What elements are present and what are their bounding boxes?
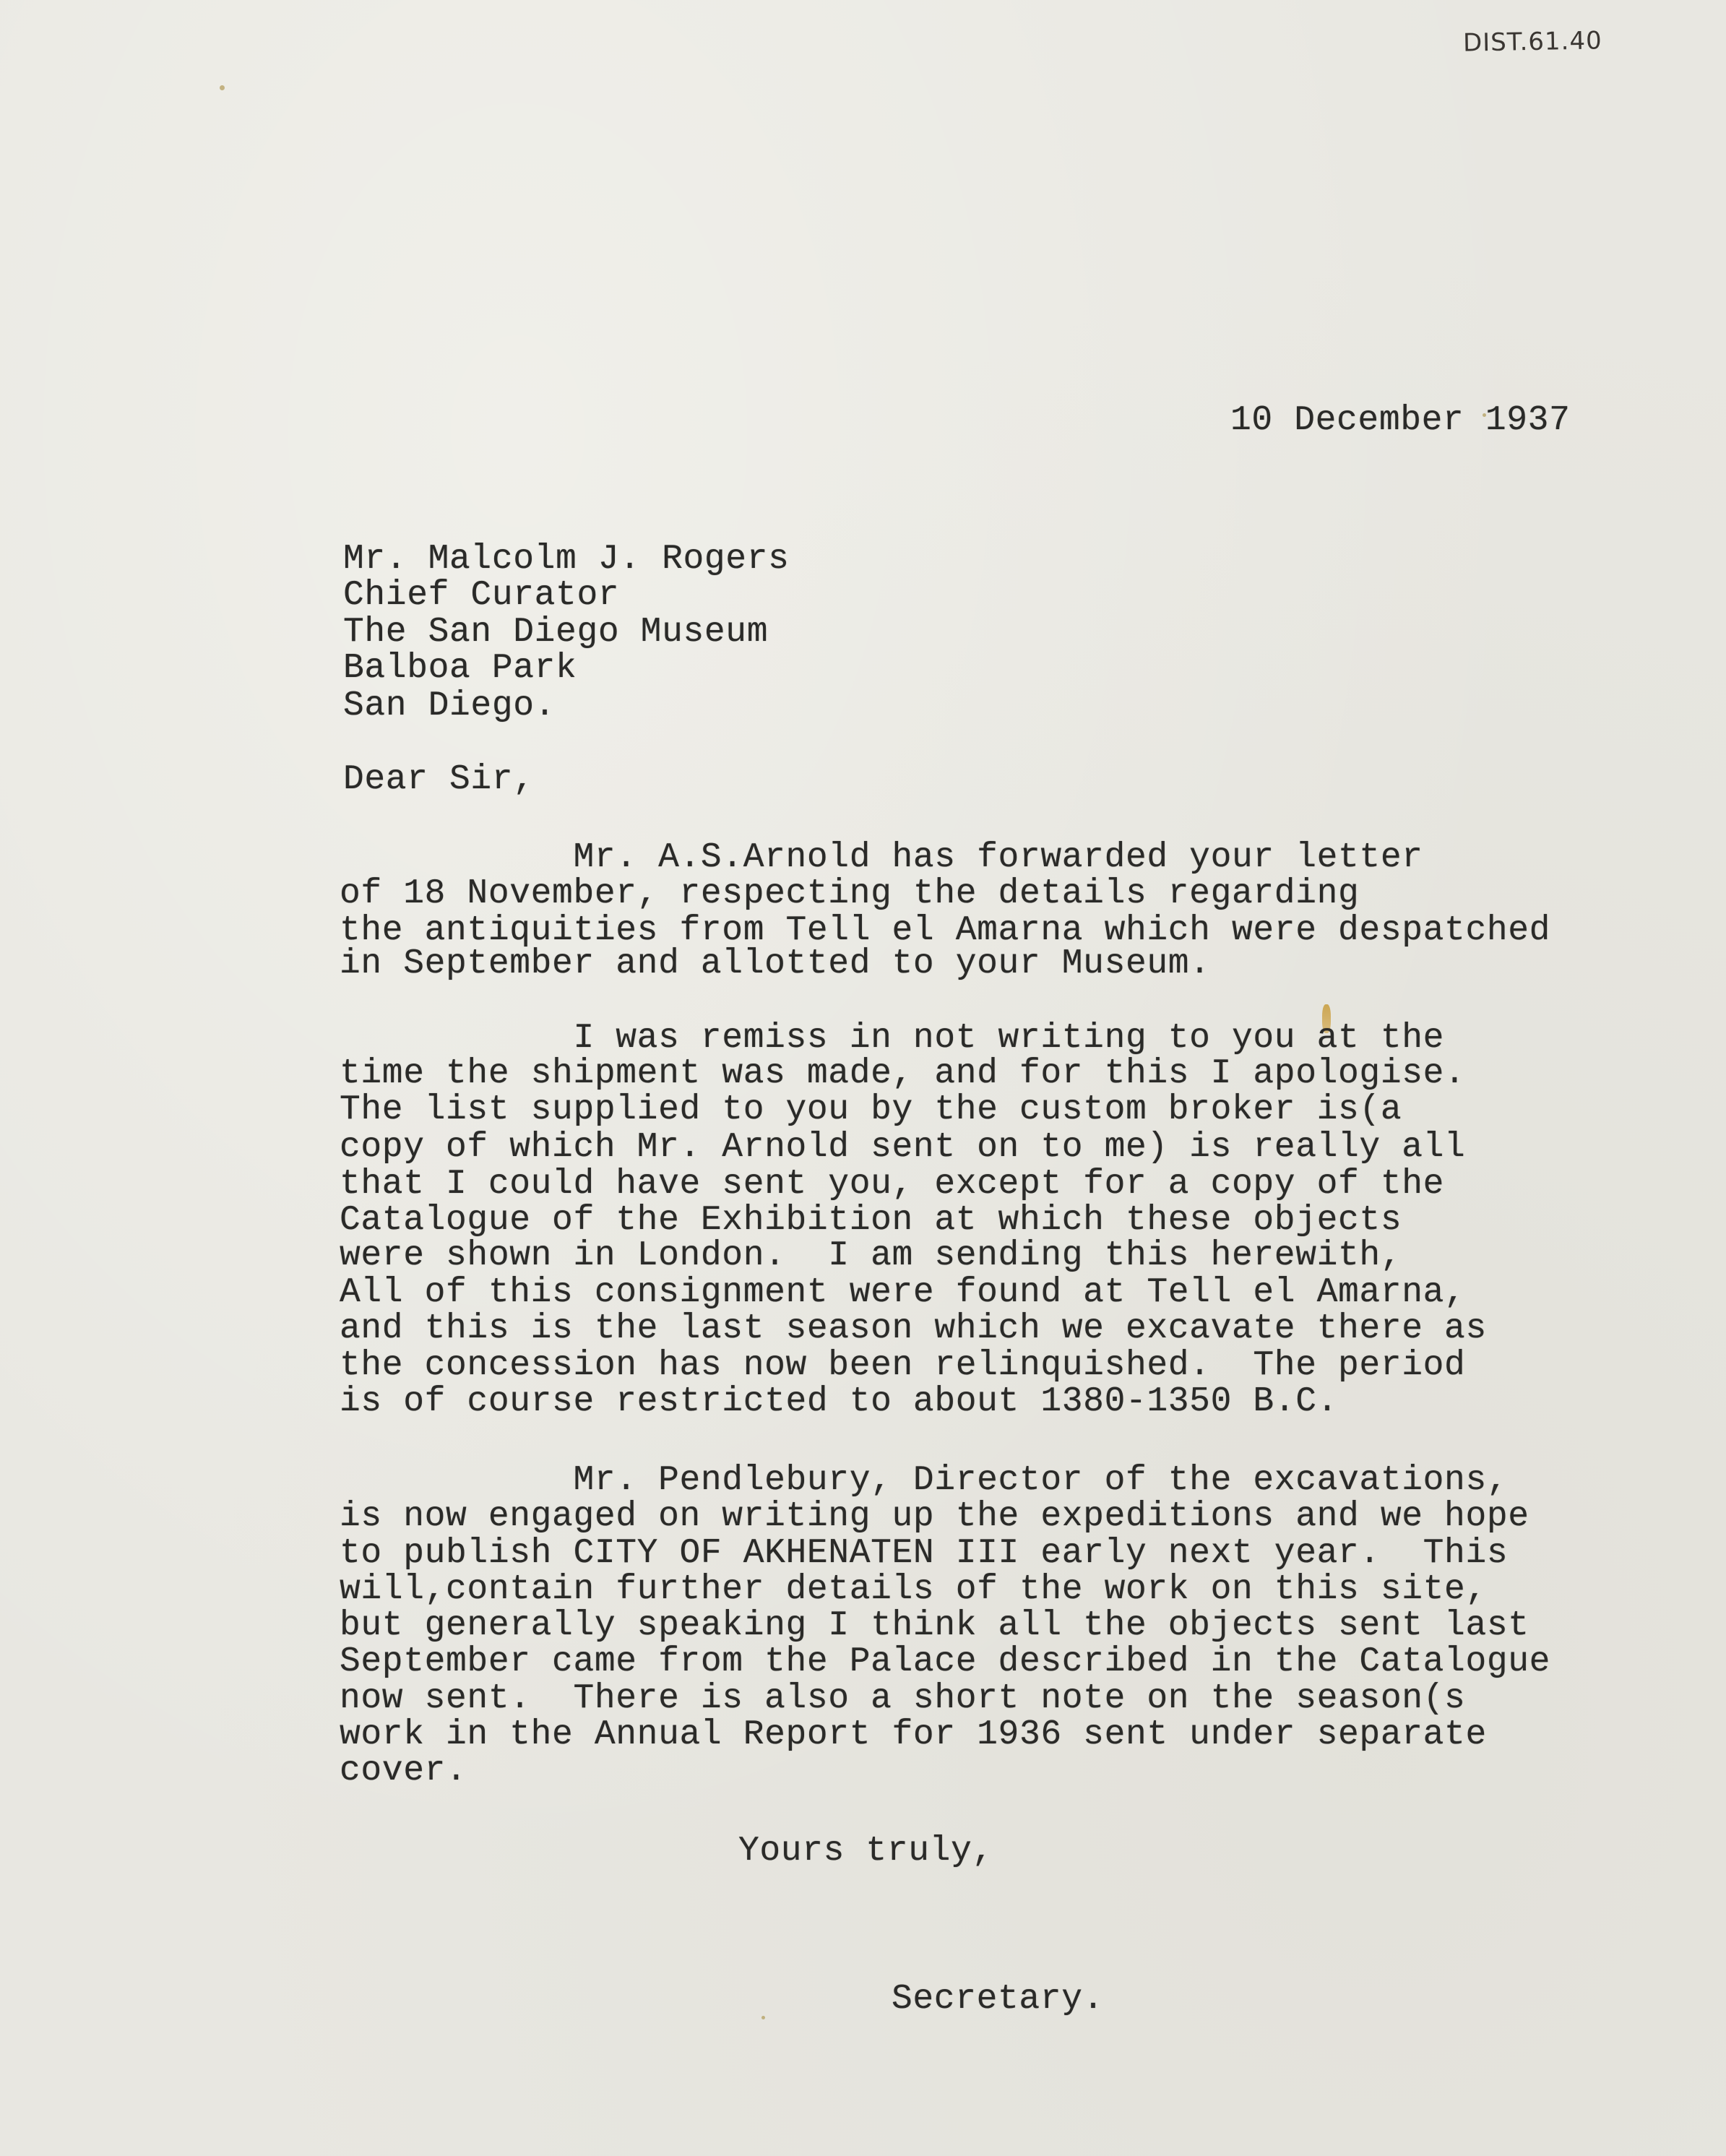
address-line: Balboa Park: [343, 649, 577, 688]
body-line: will,contain further details of the work on this site,: [340, 1570, 1487, 1609]
body-line: that I could have sent you, except for a copy of the: [340, 1165, 1445, 1204]
body-line: Catalogue of the Exhibition at which these objects: [340, 1201, 1402, 1240]
archive-reference-note: DIST.61.40: [1462, 26, 1603, 58]
body-line: in September and allotted to your Museum.: [340, 944, 1211, 983]
body-line: is of course restricted to about 1380-1350 B.C.: [340, 1382, 1339, 1421]
body-line: copy of which Mr. Arnold sent on to me) is really all: [340, 1128, 1466, 1167]
body-line: The list supplied to you by the custom broker is(a: [340, 1090, 1402, 1129]
signature-title: Secretary.: [892, 1980, 1105, 2019]
closing: Yours truly,: [738, 1832, 993, 1871]
body-line: were shown in London. I am sending this herewith,: [340, 1236, 1402, 1275]
body-line: to publish CITY OF AKHENATEN III early next year. This: [340, 1534, 1509, 1573]
body-line: Mr. Pendlebury, Director of the excavations,: [340, 1461, 1509, 1500]
body-line: the concession has now been relinquished. The period: [340, 1346, 1466, 1385]
address-line: The San Diego Museum: [343, 613, 769, 652]
salutation: Dear Sir,: [343, 760, 535, 799]
body-line: I was remiss in not writing to you at the: [340, 1019, 1445, 1058]
paper-spot: [220, 85, 225, 90]
body-line: the antiquities from Tell el Amarna which were despatched: [340, 911, 1551, 950]
address-line: San Diego.: [343, 686, 556, 725]
body-line: but generally speaking I think all the objects sent last: [340, 1606, 1529, 1645]
body-line: is now engaged on writing up the expeditions and we hope: [340, 1497, 1529, 1536]
body-line: Mr. A.S.Arnold has forwarded your letter: [340, 838, 1423, 877]
body-line: time the shipment was made, and for this I apologise.: [340, 1054, 1466, 1093]
body-line: September came from the Palace described in the Catalogue: [340, 1642, 1551, 1681]
paper-spot: [761, 2016, 765, 2019]
body-line: of 18 November, respecting the details regarding: [340, 874, 1360, 913]
body-line: All of this consignment were found at Tell el Amarna,: [340, 1273, 1466, 1312]
body-line: now sent. There is also a short note on the season(s: [340, 1679, 1466, 1718]
address-line: Mr. Malcolm J. Rogers: [343, 540, 790, 579]
address-line: Chief Curator: [343, 576, 620, 615]
body-line: work in the Annual Report for 1936 sent under separate: [340, 1715, 1487, 1754]
body-line: and this is the last season which we excavate there as: [340, 1309, 1487, 1348]
body-line: cover.: [340, 1751, 467, 1790]
letter-date: 10 December 1937: [1230, 401, 1571, 440]
